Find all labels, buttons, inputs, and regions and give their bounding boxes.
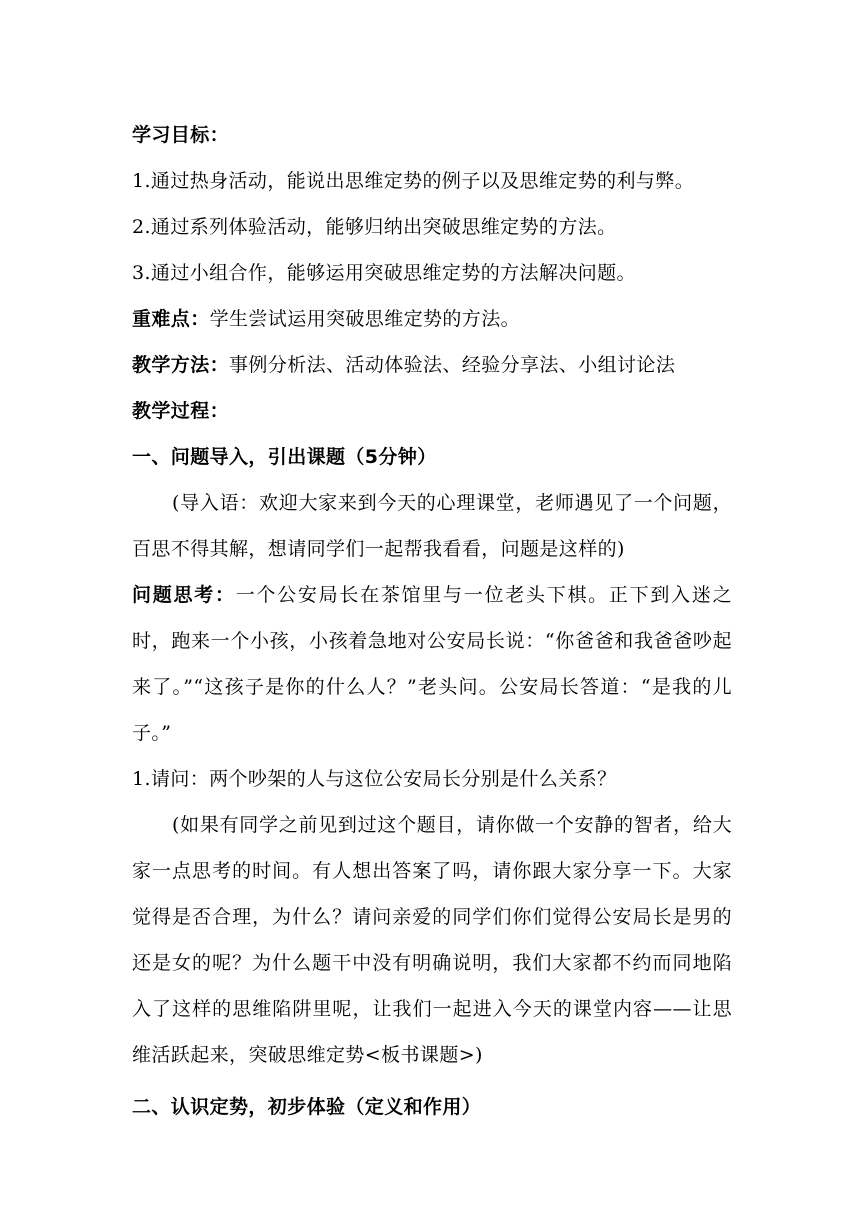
objectives-heading: 学习目标：: [132, 124, 230, 146]
objective-item-2: 2.通过系列体验活动，能够归纳出突破思维定势的方法。: [132, 216, 617, 238]
methods-line: [132, 342, 732, 388]
section-1-intro: (导入语：欢迎大家来到今天的心理课堂，老师遇见了一个问题，百思不得其解，想请同学们一起帮我看看，问题是这样的): [132, 492, 732, 560]
key-points-text: 学生尝试运用突破思维定势的方法。: [209, 308, 521, 330]
section-2-heading: 二、认识定势，初步体验（定义和作用）: [132, 1096, 482, 1118]
section-1-ask: 1.请问：两个吵架的人与这位公安局长分别是什么关系？: [132, 768, 617, 790]
section-1-heading: 一、问题导入，引出课题（5分钟）: [132, 446, 437, 468]
question-label: 问题思考：: [132, 584, 236, 606]
question-paragraph: [132, 572, 732, 756]
methods-label: 教学方法：: [132, 354, 230, 376]
key-points-line: [132, 296, 732, 342]
objective-item-1: 1.通过热身活动，能说出思维定势的例子以及思维定势的利与弊。: [132, 170, 695, 192]
document-body: [132, 112, 732, 1130]
objective-item-3: 3.通过小组合作，能够运用突破思维定势的方法解决问题。: [132, 262, 636, 284]
question-text: 一个公安局长在茶馆里与一位老头下棋。正下到入迷之时，跑来一个小孩，小孩着急地对公安局长说：“你爸爸和我爸爸吵起来了。”“这孩子是你的什么人？”老头问。公安局长答道：“是我的儿子。”: [132, 584, 732, 744]
methods-text: 事例分析法、活动体验法、经验分享法、小组讨论法: [229, 354, 676, 376]
process-heading: 教学过程：: [132, 400, 230, 422]
section-1-discussion: (如果有同学之前见到过这个题目，请你做一个安静的智者，给大家一点思考的时间。有人想出答案了吗，请你跟大家分享一下。大家觉得是否合理，为什么？请问亲爱的同学们你们觉得公安局长是男的还是女的呢？为什么题干中没有明确说明，我们大家都不约而同地陷入了这样的思维陷阱里呢，让我们一起进入今天的课堂内容——让思维活跃起来，突破思维定势<板书课题>): [132, 814, 732, 1066]
key-points-label: 重难点：: [132, 308, 210, 330]
